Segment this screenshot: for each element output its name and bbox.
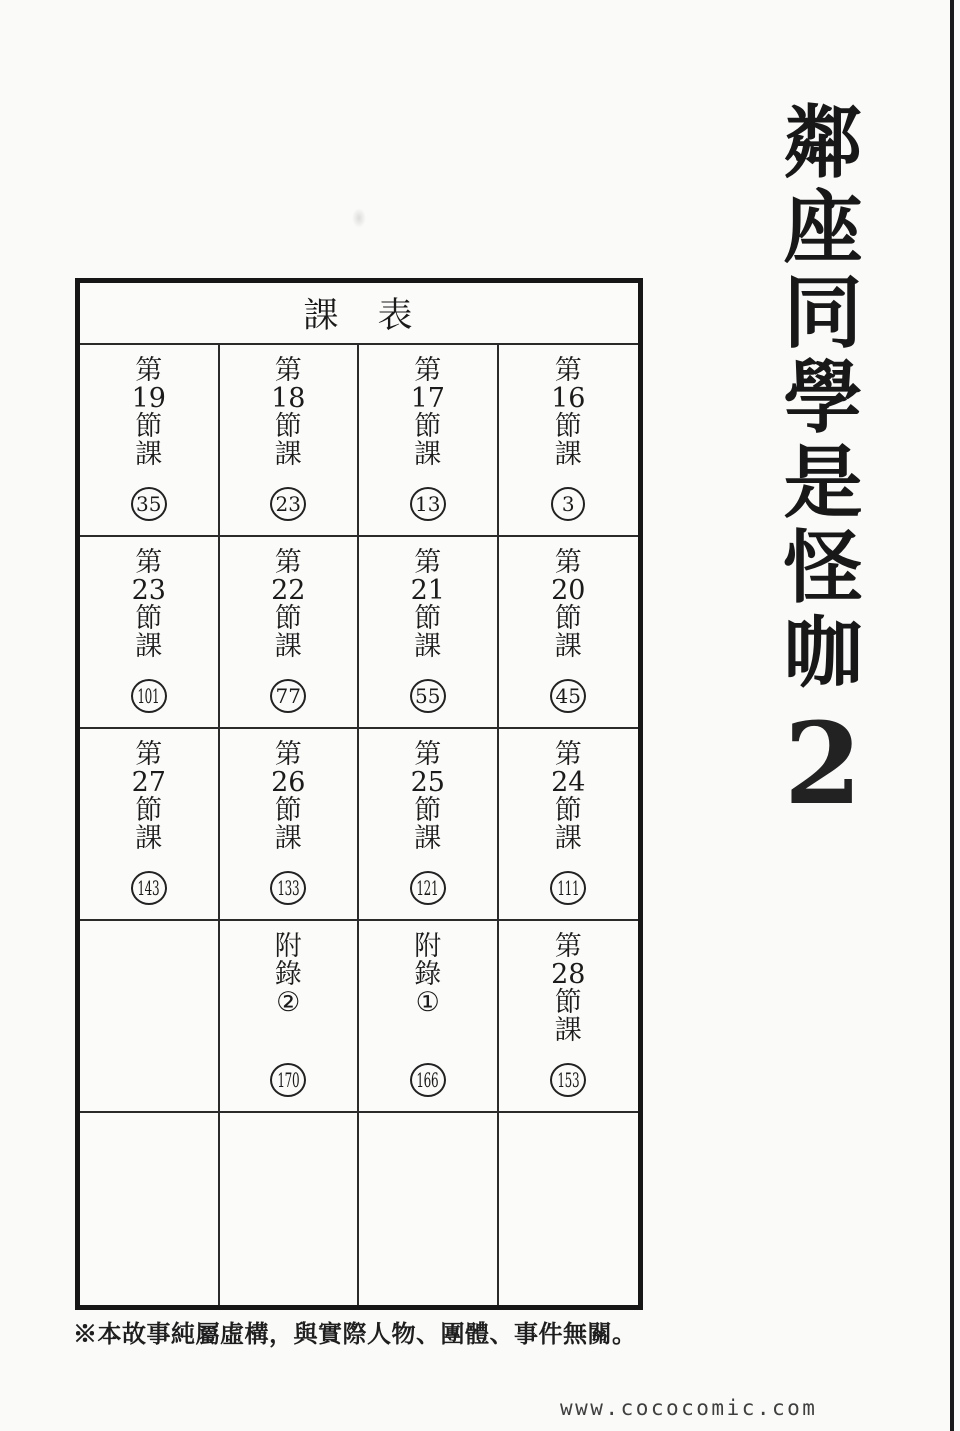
schedule-cell — [80, 921, 220, 1113]
schedule-cell — [359, 921, 499, 1113]
page-number — [550, 679, 586, 713]
schedule-cell — [499, 729, 639, 921]
title-char: 同 — [783, 266, 863, 359]
lesson-label: 附 錄 ② — [274, 931, 302, 1018]
page-number — [410, 487, 446, 521]
schedule-cell — [499, 921, 639, 1113]
schedule-table — [75, 278, 643, 1310]
lesson-label: 第 28 節 課 — [551, 931, 586, 1046]
page-number-circle: 3 — [551, 487, 585, 521]
page-number-circle: 35 — [131, 487, 167, 521]
page-number-circle: 55 — [410, 679, 446, 713]
schedule-cell — [80, 345, 220, 537]
page-number — [550, 871, 586, 905]
lesson-label: 附 錄 ① — [414, 931, 442, 1018]
lesson-label: 第 20 節 課 — [551, 547, 586, 662]
manga-title-vertical — [773, 96, 873, 830]
schedule-header — [80, 283, 638, 345]
page-number-circle: 13 — [410, 487, 446, 521]
schedule-cell — [359, 729, 499, 921]
watermark-text: www.cococomic.com — [560, 1396, 818, 1420]
schedule-cell — [220, 1113, 360, 1305]
schedule-cell — [220, 729, 360, 921]
page-number-circle: 166 — [410, 1063, 446, 1097]
page-number — [270, 487, 306, 521]
page-number — [131, 487, 167, 521]
lesson-label: 第 17 節 課 — [410, 355, 445, 470]
lesson-label: 第 27 節 課 — [131, 739, 166, 854]
title-char: 鄰 — [783, 96, 863, 189]
scan-artifact — [352, 208, 366, 228]
page-number — [270, 679, 306, 713]
lesson-label: 第 22 節 課 — [271, 547, 306, 662]
lesson-label: 第 24 節 課 — [551, 739, 586, 854]
page-edge-line — [950, 0, 954, 1431]
page-number-circle: 121 — [410, 871, 446, 905]
lesson-label: 第 21 節 課 — [410, 547, 445, 662]
schedule-cell — [220, 537, 360, 729]
page-number — [270, 871, 306, 905]
page-number — [410, 1063, 446, 1097]
schedule-grid — [80, 345, 638, 1305]
page-number-circle: 143 — [131, 871, 167, 905]
page-number-circle: 45 — [550, 679, 586, 713]
title-char: 咖 — [783, 606, 863, 699]
page-number-circle: 111 — [550, 871, 586, 905]
page-number — [131, 871, 167, 905]
page-number-circle: 77 — [270, 679, 306, 713]
page-number-circle: 133 — [270, 871, 306, 905]
schedule-cell — [499, 1113, 639, 1305]
title-char: 怪 — [783, 521, 863, 614]
schedule-cell — [220, 345, 360, 537]
schedule-cell — [499, 345, 639, 537]
lesson-label: 第 19 節 課 — [131, 355, 166, 470]
schedule-cell — [499, 537, 639, 729]
schedule-cell — [80, 537, 220, 729]
lesson-label: 第 18 節 課 — [271, 355, 306, 470]
page-number-circle: 170 — [270, 1063, 306, 1097]
lesson-label: 第 16 節 課 — [551, 355, 586, 470]
schedule-cell — [359, 1113, 499, 1305]
title-char: 是 — [783, 436, 863, 529]
page-number-circle: 23 — [270, 487, 306, 521]
manga-title-chars — [773, 96, 873, 699]
schedule-cell — [80, 1113, 220, 1305]
page-number — [131, 679, 167, 713]
title-char: 學 — [783, 351, 863, 444]
page-number — [550, 1063, 586, 1097]
schedule-cell — [359, 537, 499, 729]
disclaimer-text: ※本故事純屬虛構，與實際人物、團體、事件無關。 — [73, 1319, 637, 1348]
page-number-circle: 153 — [550, 1063, 586, 1097]
lesson-label: 第 23 節 課 — [131, 547, 166, 662]
volume-number: 2 — [784, 699, 862, 830]
title-char: 座 — [783, 181, 863, 274]
lesson-label: 第 26 節 課 — [271, 739, 306, 854]
page-number-circle: 101 — [131, 679, 167, 713]
schedule-cell — [359, 345, 499, 537]
page-number — [410, 871, 446, 905]
page-number — [270, 1063, 306, 1097]
schedule-cell — [80, 729, 220, 921]
schedule-title: 課 表 — [303, 296, 415, 336]
page-number — [551, 487, 585, 521]
schedule-cell — [220, 921, 360, 1113]
page-number — [410, 679, 446, 713]
lesson-label: 第 25 節 課 — [410, 739, 445, 854]
